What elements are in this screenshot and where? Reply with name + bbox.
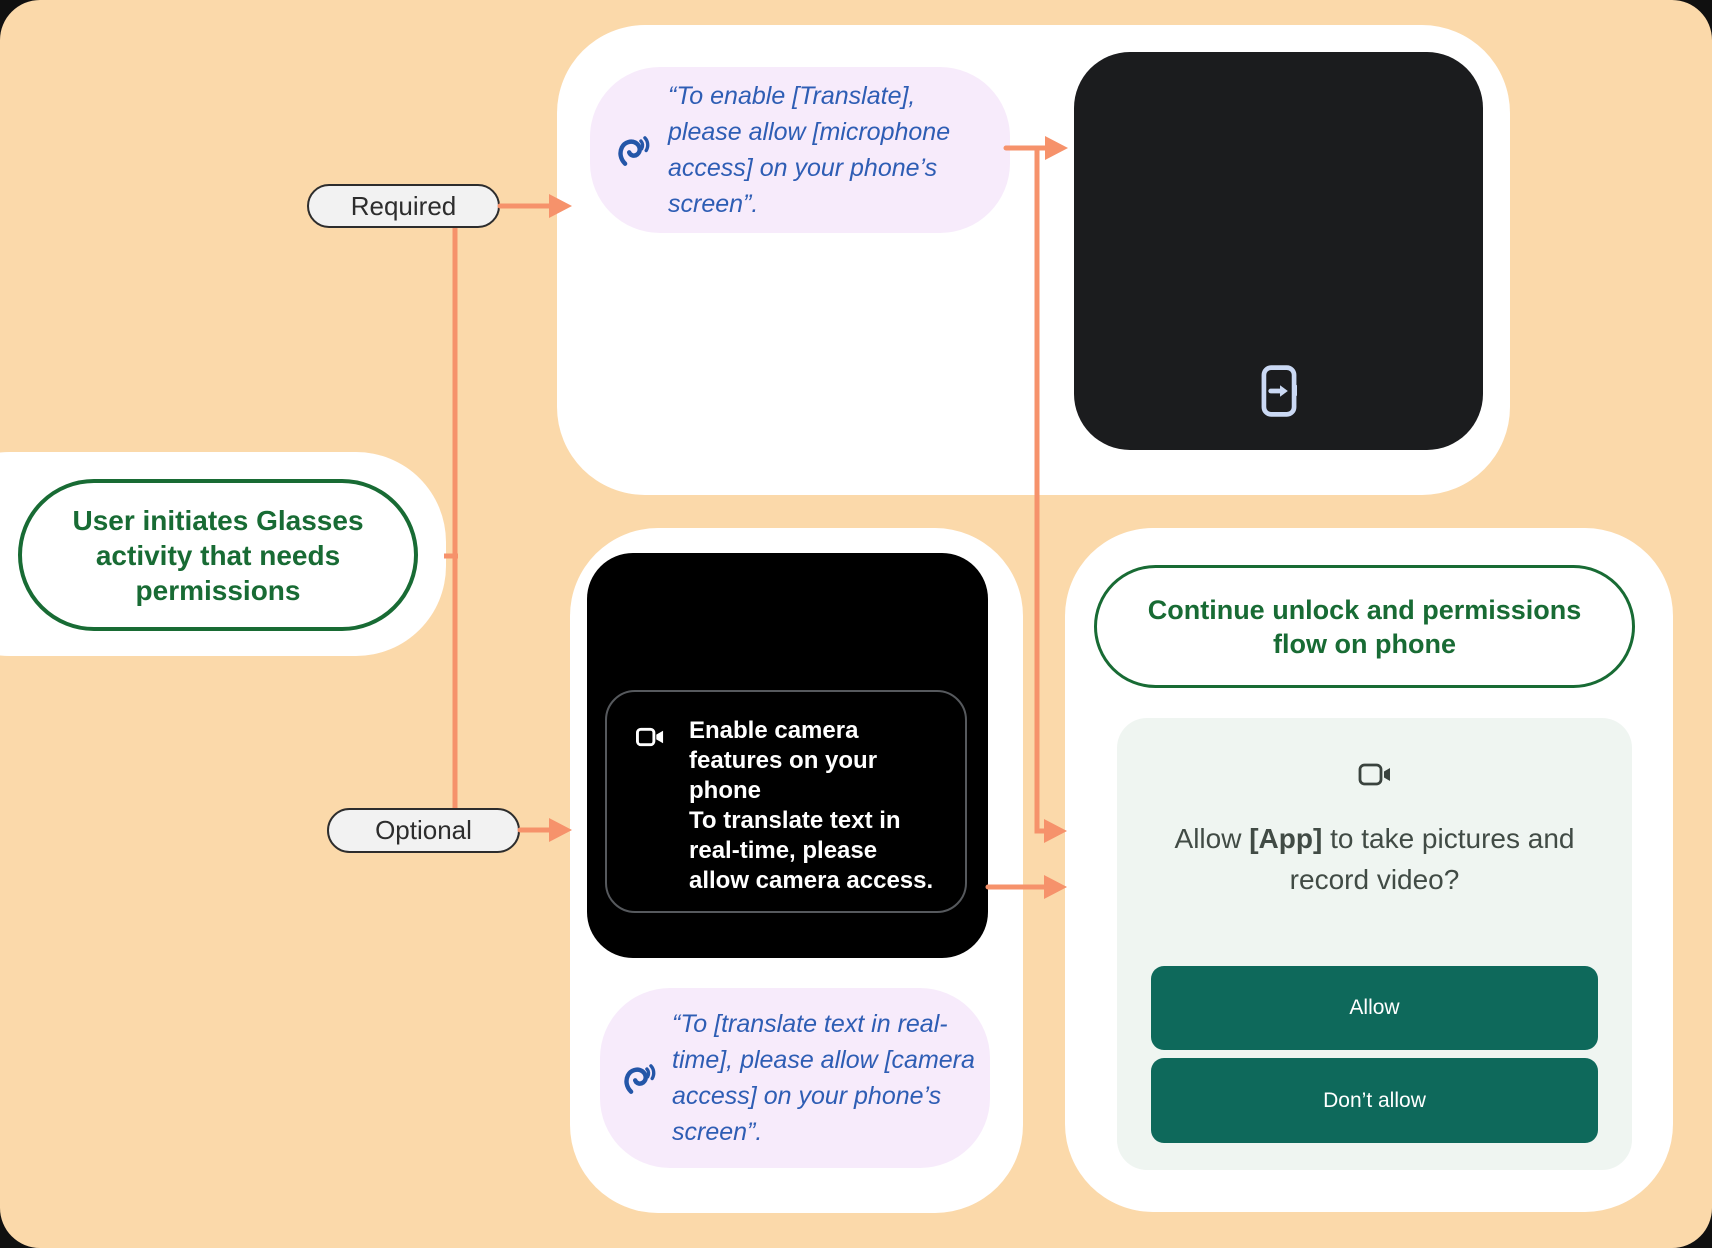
continue-node-pill	[1094, 565, 1635, 688]
glasses-screen-body: To translate text in real-time, please allow camera access.	[689, 807, 934, 894]
voice-prompt-camera-bubble	[600, 988, 990, 1168]
allow-button[interactable]: Allow	[1151, 966, 1598, 1050]
dialog-title-prefix: Allow	[1174, 823, 1250, 854]
video-camera-icon	[636, 726, 665, 748]
glasses-screen-heading: Enable camera features on your phone	[689, 717, 878, 804]
optional-label-pill	[327, 808, 520, 853]
glasses-screen-text	[689, 716, 941, 896]
start-node-pill	[18, 479, 418, 631]
arrow-optional-to-glasses	[520, 818, 572, 842]
dont-allow-button[interactable]: Don’t allow	[1151, 1058, 1598, 1143]
voice-prompt-camera-text: “To [translate text in real-time], please allow [camera access] on your phone’s screen”.	[672, 1010, 975, 1146]
voice-prompt-mic-text: “To enable [Translate], please allow [microphone access] on your phone’s screen”.	[668, 82, 951, 218]
dialog-title-suffix: to take pictures and record video?	[1289, 823, 1575, 895]
phone-permission-dialog	[1117, 718, 1632, 1170]
required-label: Required	[350, 190, 457, 221]
phone-handoff-icon	[1261, 365, 1297, 417]
dialog-title	[1117, 818, 1632, 900]
required-label-pill	[307, 184, 500, 228]
optional-label: Optional	[375, 815, 472, 845]
hearing-icon	[614, 131, 652, 169]
start-node-label: User initiates Glasses activity that needs permissions	[72, 504, 364, 606]
dialog-title-app: [App]	[1249, 823, 1323, 854]
voice-prompt-mic-bubble	[590, 67, 1010, 233]
video-camera-icon	[1358, 762, 1392, 787]
hearing-icon	[620, 1059, 658, 1097]
phone-lock-screen	[1074, 52, 1483, 450]
continue-node-label: Continue unlock and permissions flow on phone	[1147, 594, 1582, 659]
